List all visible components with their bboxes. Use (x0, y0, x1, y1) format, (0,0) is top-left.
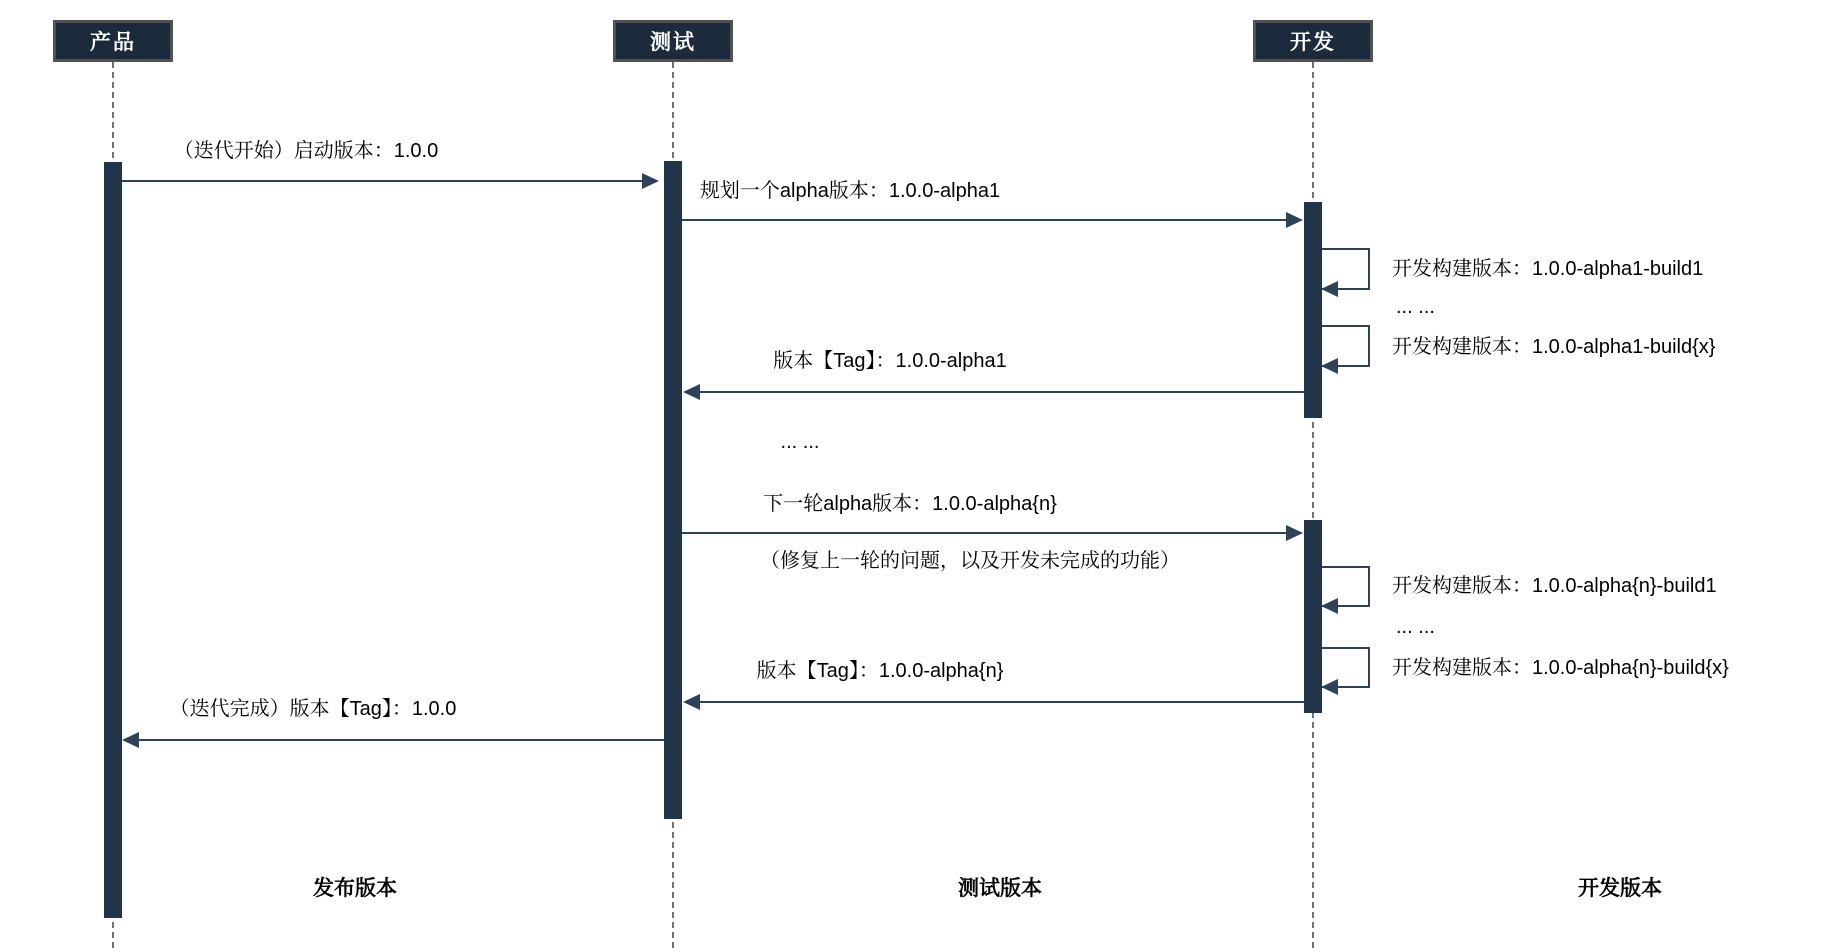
activation-dev-1 (1304, 202, 1322, 418)
message-line-next-alpha (682, 532, 1287, 534)
arrowhead-right-icon (642, 173, 659, 189)
arrowhead-left-icon (1321, 281, 1338, 297)
arrowhead-left-icon (1321, 358, 1338, 374)
activation-dev-2 (1304, 520, 1322, 713)
message-label-next-alpha: 下一轮alpha版本：1.0.0-alpha{n} (763, 493, 1057, 515)
arrowhead-left-icon (1321, 679, 1338, 695)
message-line-iteration-start (122, 180, 644, 182)
actor-box-product (53, 20, 173, 62)
arrowhead-left-icon (122, 732, 139, 748)
self-message-label-build-alphan-x: 开发构建版本：1.0.0-alpha{n}-build{x} (1392, 657, 1729, 679)
message-note-next-alpha: （修复上一轮的问题，以及开发未完成的功能） (760, 550, 1180, 572)
message-line-tag-alphan (700, 701, 1304, 703)
activation-test (664, 161, 682, 819)
actor-box-test (613, 20, 733, 62)
arrowhead-right-icon (1286, 525, 1303, 541)
message-label-iteration-start: （迭代开始）启动版本：1.0.0 (173, 140, 439, 162)
ellipsis-builds-1: ... ... (1396, 296, 1435, 318)
self-message-label-build-alpha1-1: 开发构建版本：1.0.0-alpha1-build1 (1392, 258, 1704, 280)
self-message-label-build-alphan-1: 开发构建版本：1.0.0-alpha{n}-build1 (1392, 575, 1717, 597)
message-line-iteration-done (139, 739, 664, 741)
actor-box-dev (1253, 20, 1373, 62)
message-line-tag-alpha1 (700, 391, 1304, 393)
activation-product (104, 162, 122, 918)
self-message-label-build-alpha1-x: 开发构建版本：1.0.0-alpha1-build{x} (1392, 336, 1716, 358)
message-line-plan-alpha (682, 219, 1287, 221)
actor-label-test: 测试 (650, 31, 696, 54)
ellipsis-rounds: ... ... (780, 431, 820, 453)
lifeline-dev (1312, 62, 1314, 948)
footer-test-version: 测试版本 (958, 877, 1042, 900)
arrowhead-right-icon (1286, 212, 1303, 228)
actor-label-product: 产品 (90, 31, 136, 54)
arrowhead-left-icon (1321, 598, 1338, 614)
message-label-iteration-done: （迭代完成）版本【Tag】：1.0.0 (169, 698, 457, 720)
arrowhead-left-icon (683, 384, 700, 400)
footer-release-version: 发布版本 (313, 877, 397, 900)
footer-dev-version: 开发版本 (1578, 877, 1662, 900)
actor-label-dev: 开发 (1290, 31, 1336, 54)
message-label-tag-alpha1: 版本【Tag】：1.0.0-alpha1 (773, 350, 1007, 372)
ellipsis-builds-2: ... ... (1396, 616, 1435, 638)
message-label-tag-alphan: 版本【Tag】：1.0.0-alpha{n} (756, 660, 1004, 682)
message-label-plan-alpha: 规划一个alpha版本：1.0.0-alpha1 (699, 180, 1001, 202)
arrowhead-left-icon (683, 694, 700, 710)
